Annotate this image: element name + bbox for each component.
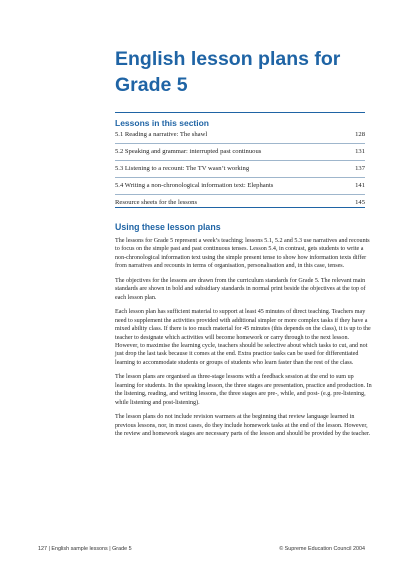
paragraph: Each lesson plan has sufficient material to support at least 45 minutes of direct teaching. Teachers may need to supplement the activities provided with additional simpler or more complex tasks if they have a mixed ability class. If there is too much material for 45 minutes (this depends on the class), it is up to the teacher to designate which activities will become homework or carry through to the next lesson. However, to maximise the learning cycle, teachers should be selective about which tasks to cut, and not just drop the last task because it comes at the end. Extra practice tasks can be used for differentiated learning to accommodate students or groups of students who learn faster than the rest of the class. xyxy=(115,309,371,366)
paragraph: The lesson plans do not include revision warmers at the beginning that review language learned in previous lessons, nor, in most cases, do they include homework tasks at the end of the lesson. However, the review and homework stages are necessary parts of the lesson and should be provided by the teacher. xyxy=(115,414,371,438)
toc-item-page: 145 xyxy=(355,199,365,206)
toc-top-rule xyxy=(115,112,365,113)
footer-page-info: 127 | English sample lessons | Grade 5 xyxy=(38,546,132,552)
toc-row xyxy=(115,161,365,178)
paragraph: The lessons for Grade 5 represent a week’s teaching; lessons 5.1, 5.2 and 5.3 use narratives and recounts to focus on the simple past and past continuous tenses. Lesson 5.4, in contrast, gets students to write a non-chronological information text using the simple present tense to show how information texts differ from narratives and recounts in terms of organisation, personalisation and, in this case, tenses. xyxy=(115,238,370,270)
toc-heading: Lessons in this section xyxy=(115,118,209,128)
body-text xyxy=(115,237,373,445)
section-heading: Using these lesson plans xyxy=(115,222,221,232)
toc-item-label: 5.3 Listening to a recount: The TV wasn’t working xyxy=(115,165,250,172)
toc-bottom-rule xyxy=(115,207,365,208)
toc-row xyxy=(115,195,365,211)
toc-item-label: Resource sheets for the lessons xyxy=(115,199,198,206)
toc-row xyxy=(115,178,365,195)
footer-copyright: © Supreme Education Council 2004 xyxy=(279,546,365,552)
table-of-contents xyxy=(115,127,365,211)
page-footer xyxy=(38,546,365,556)
toc-item-label: 5.1 Reading a narrative: The shawl xyxy=(115,131,208,138)
toc-item-label: 5.4 Writing a non-chronological information text: Elephants xyxy=(115,182,274,189)
toc-item-page: 128 xyxy=(355,131,365,138)
toc-item-label: 5.2 Speaking and grammar: interrupted past continuous xyxy=(115,148,262,155)
toc-row xyxy=(115,144,365,161)
toc-item-page: 141 xyxy=(355,182,365,189)
toc-row xyxy=(115,127,365,144)
toc-item-page: 137 xyxy=(355,165,365,172)
toc-item-page: 131 xyxy=(355,148,365,155)
page-title: English lesson plans for Grade 5 xyxy=(115,48,341,96)
paragraph: The objectives for the lessons are drawn from the curriculum standards for Grade 5. The relevant main standards are shown in bold and subsidiary standards in normal print beside the objectives at the top of each lesson plan. xyxy=(115,277,366,301)
paragraph: The lesson plans are organised as three-stage lessons with a feedback session at the end to sum up learning for students. In the speaking lesson, the three stages are presentation, practice and production. In the listening, reading, and writing lessons, the three stages are pre-, while, and post- (e.g. pre-listening, while listening and post-listening). xyxy=(115,374,372,406)
